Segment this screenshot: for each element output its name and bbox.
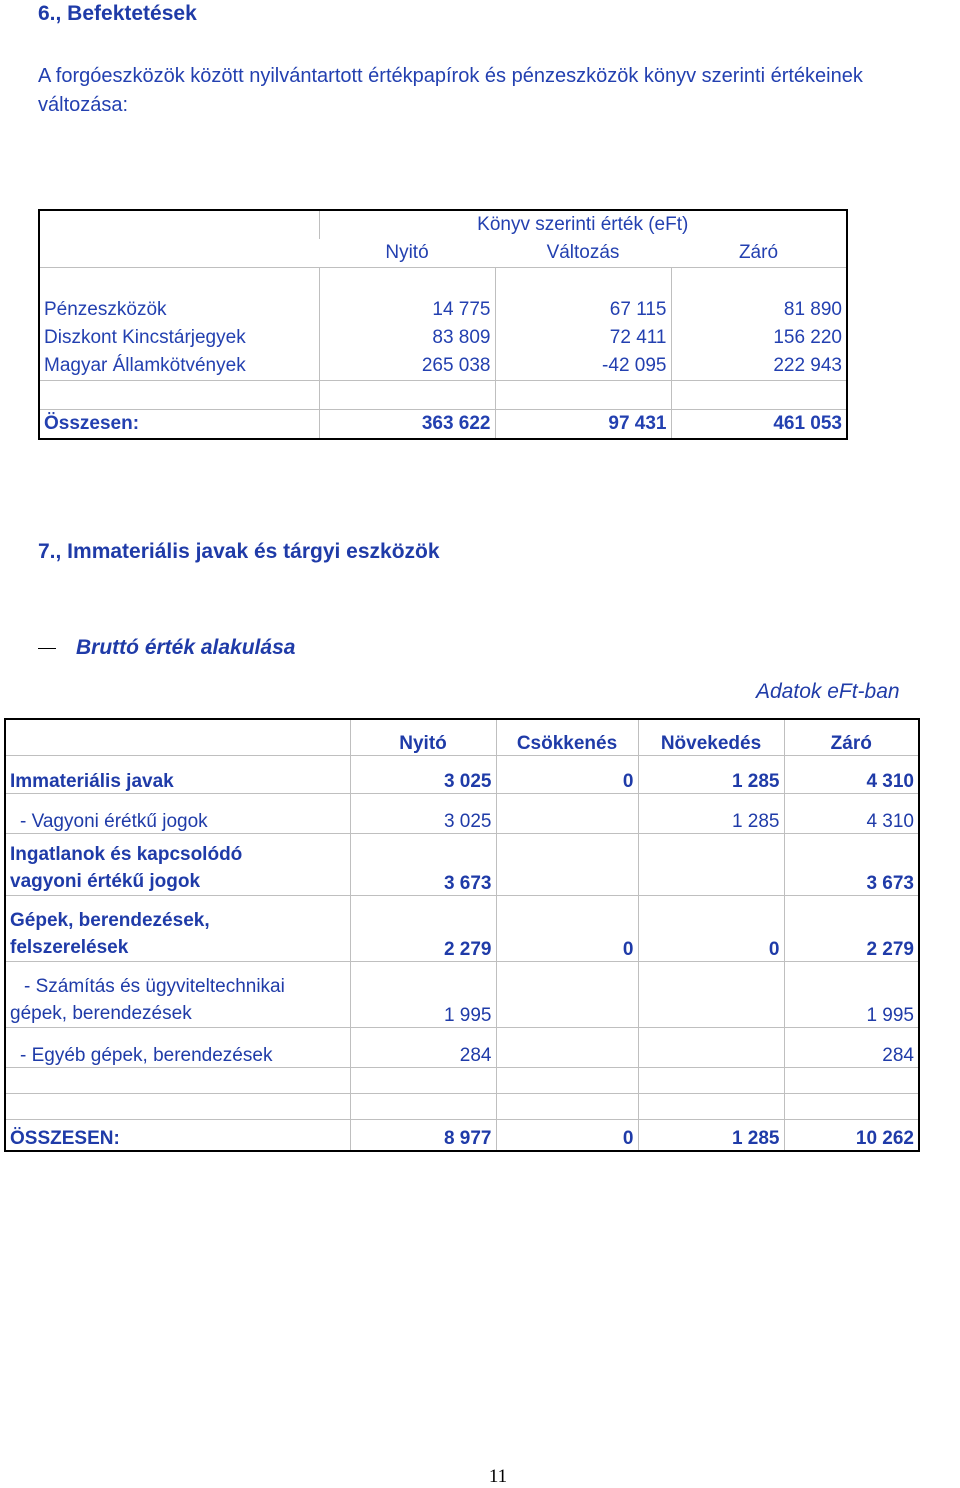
cell-value: 265 038	[319, 352, 495, 381]
table-row	[39, 352, 847, 381]
t1-col-valtozas: Változás	[546, 242, 620, 263]
cell-value	[496, 833, 638, 895]
t2-spacer	[5, 1067, 350, 1093]
cell-value: 4 310	[784, 793, 919, 833]
row-label	[5, 833, 350, 895]
assets-table	[4, 718, 920, 1152]
t1-col-blank	[39, 239, 319, 268]
total-value: 461 053	[671, 410, 847, 440]
cell-value: 284	[350, 1027, 496, 1067]
total-row	[39, 410, 847, 440]
row-label: Pénzeszközök	[44, 299, 167, 320]
row-label-line: gépek, berendezések	[10, 1002, 192, 1024]
t1-spacer	[39, 381, 319, 410]
t1-col-nyito: Nyitó	[385, 242, 429, 263]
row-label: - Vagyoni érétkű jogok	[5, 793, 350, 833]
t1-col-zaro: Záró	[738, 242, 779, 263]
total-value: 1 285	[638, 1119, 784, 1151]
table-row	[39, 296, 847, 324]
cell-value: 1 995	[350, 961, 496, 1027]
total-row	[5, 1119, 919, 1151]
table-row	[5, 961, 919, 1027]
bullet-dash	[38, 648, 56, 649]
row-label	[5, 961, 350, 1027]
t1-group-header: Könyv szerinti érték (eFt)	[319, 210, 847, 239]
t2-spacer	[5, 1093, 350, 1119]
cell-value: 2 279	[350, 895, 496, 961]
cell-value: 156 220	[671, 324, 847, 352]
table-row	[5, 833, 919, 895]
cell-value	[638, 833, 784, 895]
cell-value: 284	[784, 1027, 919, 1067]
cell-value: 1 995	[784, 961, 919, 1027]
row-label	[5, 895, 350, 961]
table-row	[5, 793, 919, 833]
row-label-line: Ingatlanok és kapcsolódó	[10, 843, 243, 865]
row-label-line: - Számítás és ügyviteltechnikai	[24, 975, 285, 997]
row-label: Immateriális javak	[5, 755, 350, 793]
cell-value: 3 673	[784, 833, 919, 895]
total-label: ÖSSZESEN:	[5, 1119, 350, 1151]
total-value: 97 431	[495, 410, 671, 440]
page-number: 11	[488, 1466, 508, 1487]
cell-value: 0	[496, 755, 638, 793]
cell-value: 14 775	[319, 296, 495, 324]
row-label: - Egyéb gépek, berendezések	[5, 1027, 350, 1067]
t1-spacer	[39, 268, 319, 297]
total-value: 0	[496, 1119, 638, 1151]
cell-value: 1 285	[638, 755, 784, 793]
cell-value: -42 095	[495, 352, 671, 381]
row-label-line: Gépek, berendezések,	[10, 909, 210, 931]
unit-note: Adatok eFt-ban	[756, 680, 900, 703]
section-7-heading: 7., Immateriális javak és tárgyi eszközök	[38, 540, 440, 563]
row-label-line: vagyoni értékű jogok	[10, 870, 201, 892]
t2-col-novekedes: Növekedés	[638, 719, 784, 755]
cell-value: 83 809	[319, 324, 495, 352]
cell-value: 4 310	[784, 755, 919, 793]
section-7-subheading: Bruttó érték alakulása	[76, 636, 296, 659]
cell-value	[638, 1027, 784, 1067]
row-label: Magyar Államkötvények	[44, 355, 246, 376]
cell-value: 0	[638, 895, 784, 961]
row-label-line: felszerelések	[10, 936, 129, 958]
cell-value: 72 411	[495, 324, 671, 352]
table-row	[5, 895, 919, 961]
total-label: Összesen:	[39, 410, 319, 440]
cell-value	[496, 961, 638, 1027]
table-row	[5, 1027, 919, 1067]
total-value: 10 262	[784, 1119, 919, 1151]
cell-value	[638, 961, 784, 1027]
t2-col-nyito: Nyitó	[350, 719, 496, 755]
cell-value: 3 673	[350, 833, 496, 895]
table-row	[5, 755, 919, 793]
t2-col-csokkenes: Csökkenés	[496, 719, 638, 755]
section-6-heading: 6., Befektetések	[38, 2, 197, 25]
cell-value: 222 943	[671, 352, 847, 381]
cell-value: 67 115	[495, 296, 671, 324]
cell-value: 81 890	[671, 296, 847, 324]
section-6-intro: A forgóeszközök között nyilvántartott értékpapírok és pénzeszközök könyv szerinti értékeinek változása:	[38, 65, 863, 116]
cell-value	[496, 793, 638, 833]
cell-value: 2 279	[784, 895, 919, 961]
t1-header-blank	[39, 210, 319, 239]
cell-value: 3 025	[350, 755, 496, 793]
cell-value: 3 025	[350, 793, 496, 833]
table-row	[39, 324, 847, 352]
row-label: Diszkont Kincstárjegyek	[44, 327, 246, 348]
t2-col-zaro: Záró	[784, 719, 919, 755]
total-value: 363 622	[319, 410, 495, 440]
cell-value	[496, 1027, 638, 1067]
cell-value: 0	[496, 895, 638, 961]
securities-table	[38, 209, 848, 440]
total-value: 8 977	[350, 1119, 496, 1151]
t2-col-blank	[5, 719, 350, 755]
cell-value: 1 285	[638, 793, 784, 833]
